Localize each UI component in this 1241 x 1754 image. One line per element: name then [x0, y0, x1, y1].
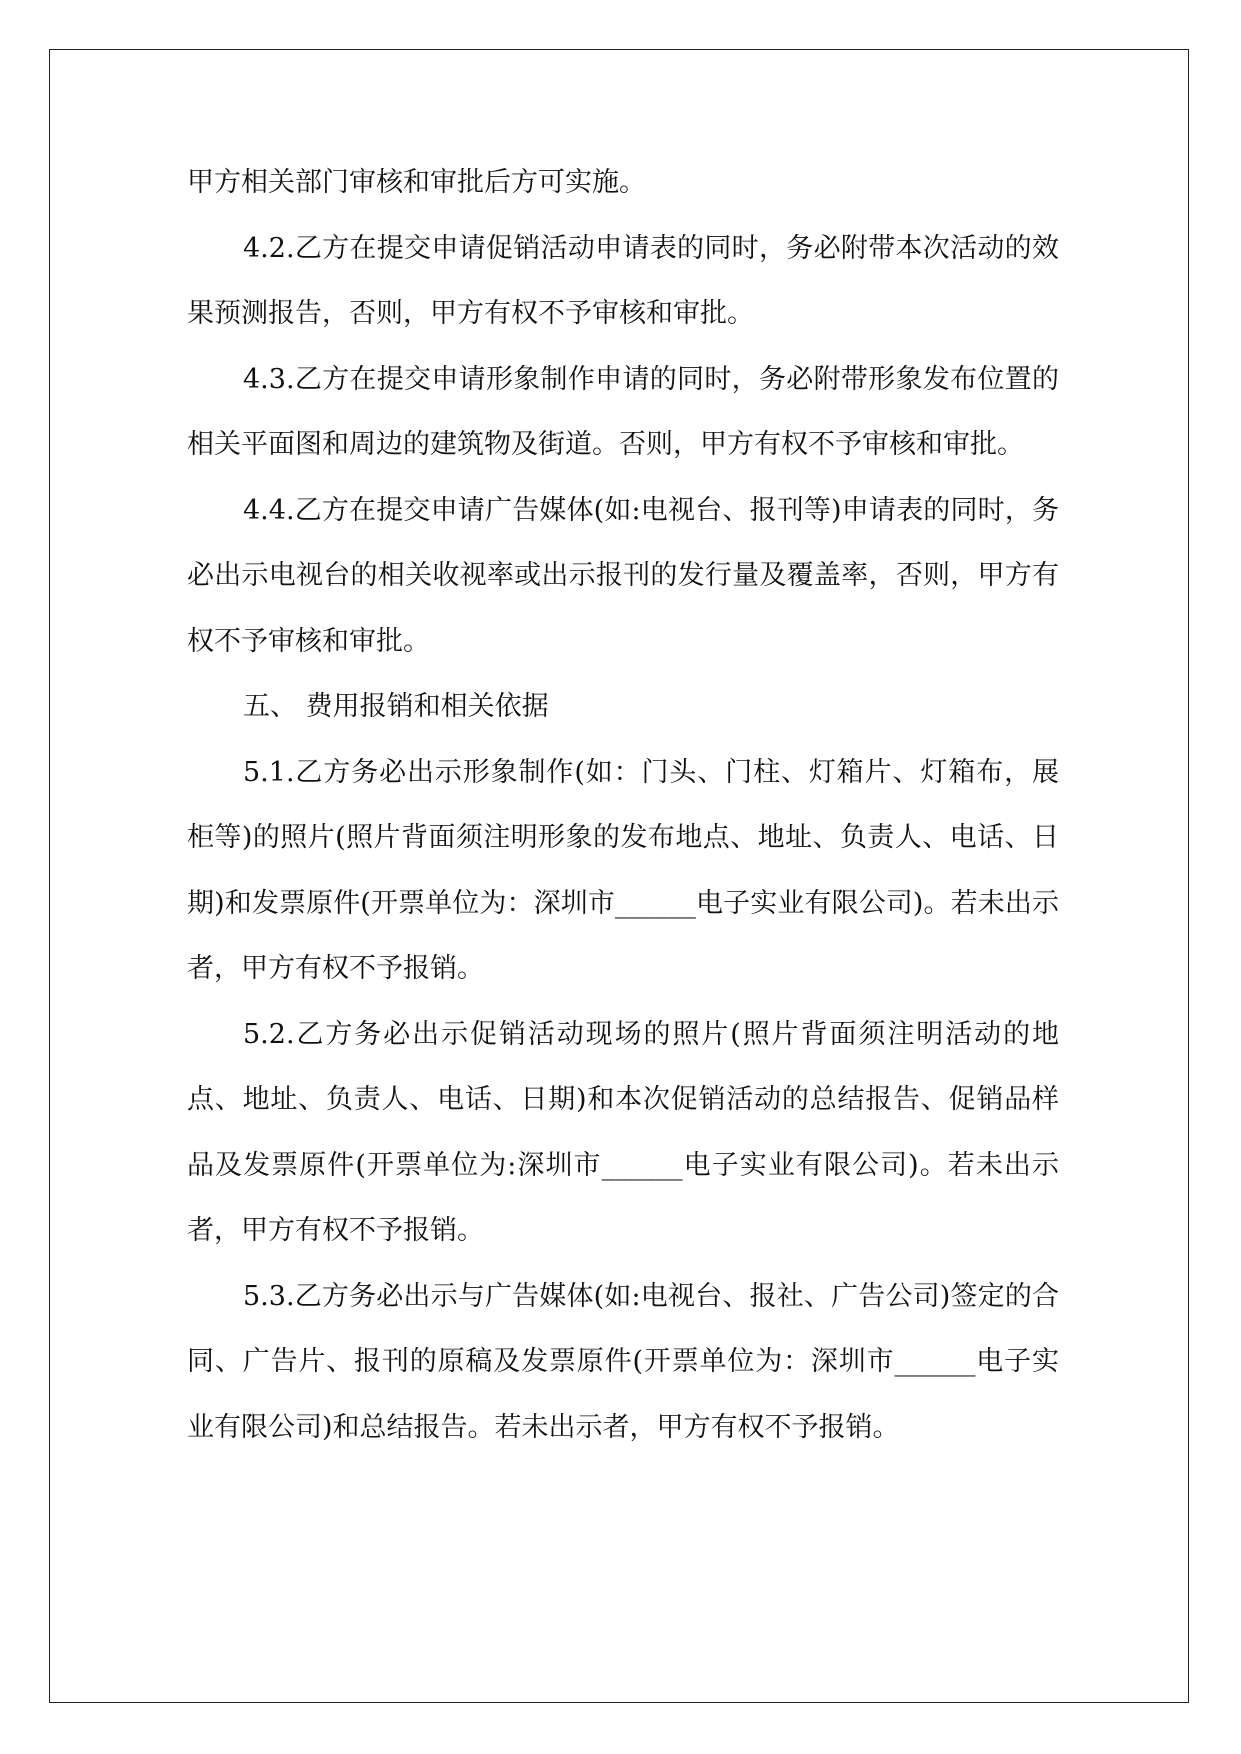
paragraph-clause-5-2: 5.2.乙方务必出示促销活动现场的照片(照片背面须注明活动的地点、地址、负责人、电话、日期)和本次促销活动的总结报告、促销品样品及发票原件(开票单位为:深圳市______电子实业有限公司)。若未出示者，甲方有权不予报销。 — [187, 1018, 1059, 1246]
document-body — [187, 150, 1059, 1460]
section-heading-5: 五、 费用报销和相关依据 — [243, 691, 549, 722]
paragraph-clause-4-4: 4.4.乙方在提交申请广告媒体(如:电视台、报刊等)申请表的同时，务必出示电视台的相关收视率或出示报刊的发行量及覆盖率，否则，甲方有权不予审核和审批。 — [187, 494, 1059, 657]
paragraph-clause-5-1: 5.1.乙方务必出示形象制作(如：门头、门柱、灯箱片、灯箱布，展柜等)的照片(照片背面须注明形象的发布地点、地址、负责人、电话、日期)和发票原件(开票单位为：深圳市______电子实业有限公司)。若未出示者，甲方有权不予报销。 — [187, 756, 1059, 984]
paragraph-clause-4-2: 4.2.乙方在提交申请促销活动申请表的同时，务必附带本次活动的效果预测报告，否则，甲方有权不予审核和审批。 — [187, 232, 1059, 329]
paragraph-clause-5-3: 5.3.乙方务必出示与广告媒体(如:电视台、报社、广告公司)签定的合同、广告片、报刊的原稿及发票原件(开票单位为：深圳市______电子实业有限公司)和总结报告。若未出示者，甲方有权不予报销。 — [187, 1280, 1059, 1443]
paragraph-clause-4-3: 4.3.乙方在提交申请形象制作申请的同时，务必附带形象发布位置的相关平面图和周边的建筑物及街道。否则，甲方有权不予审核和审批。 — [187, 363, 1059, 460]
paragraph-continuation: 甲方相关部门审核和审批后方可实施。 — [187, 167, 646, 198]
